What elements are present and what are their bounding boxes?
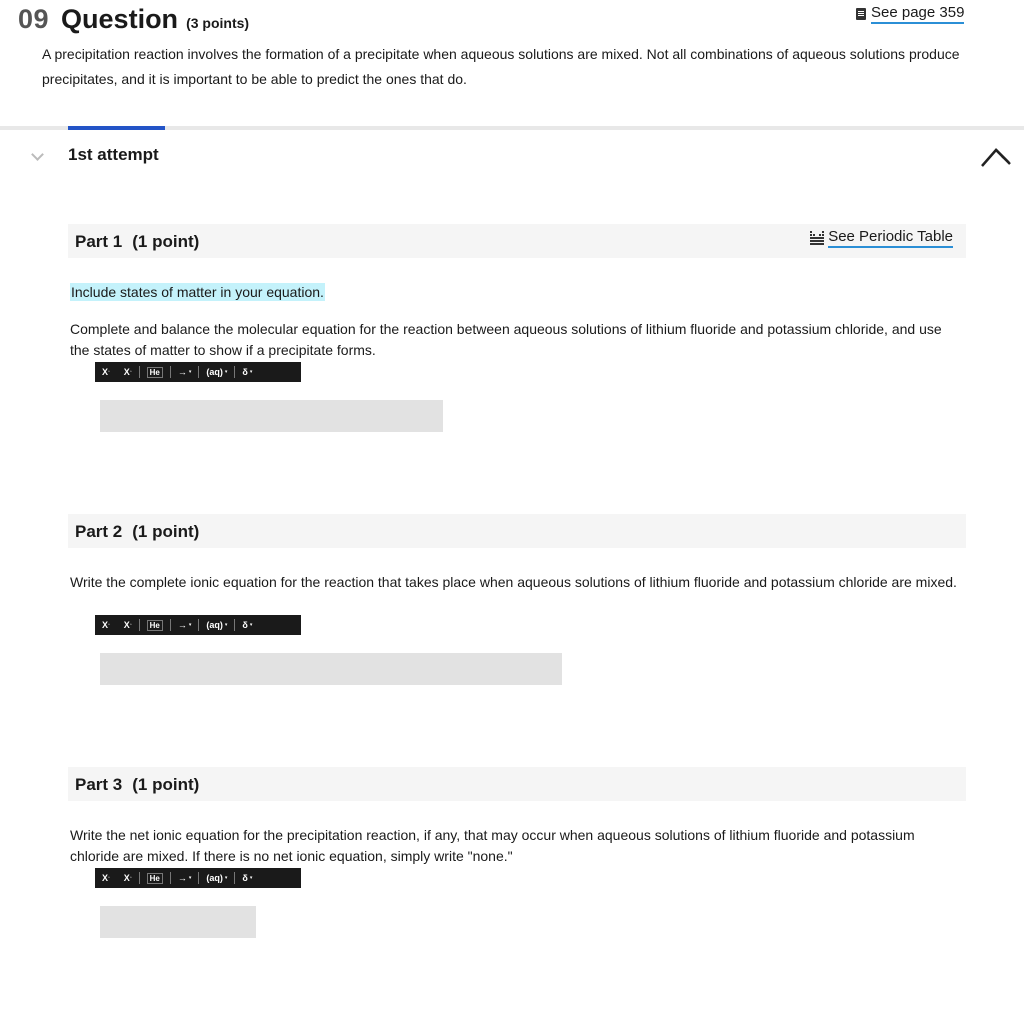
attempt-label: 1st attempt bbox=[68, 145, 159, 164]
delta-button[interactable]: δ ▾ bbox=[242, 620, 253, 630]
part-2-header bbox=[68, 514, 966, 548]
state-of-matter-button[interactable]: (aq) ▾ bbox=[206, 367, 228, 377]
superscript-button[interactable]: X ▫ bbox=[102, 367, 110, 377]
part-1-title bbox=[75, 232, 199, 252]
part-3-header bbox=[68, 767, 966, 801]
question-points: (3 points) bbox=[186, 15, 250, 31]
part-3-title bbox=[75, 775, 199, 795]
reaction-arrow-button[interactable]: → ▾ bbox=[177, 367, 192, 377]
element-button[interactable]: He bbox=[140, 362, 170, 382]
part-3-equation-toolbar bbox=[95, 868, 301, 888]
part-3-points: (1 point) bbox=[132, 775, 200, 794]
part-1-label: Part 1 bbox=[75, 232, 123, 251]
part-2-points: (1 point) bbox=[132, 522, 200, 541]
part-1-points: (1 point) bbox=[132, 232, 200, 251]
delta-button[interactable]: δ ▾ bbox=[242, 873, 253, 883]
part-1-equation-toolbar bbox=[95, 362, 301, 382]
subscript-button[interactable]: X ▫ bbox=[123, 367, 132, 377]
attempt-tab-active-indicator[interactable] bbox=[68, 126, 165, 130]
question-number: 09 bbox=[18, 4, 50, 34]
states-of-matter-hint: Include states of matter in your equation. bbox=[71, 284, 324, 300]
reaction-arrow-button[interactable]: → ▾ bbox=[177, 873, 192, 883]
part-1-answer-input[interactable] bbox=[100, 400, 443, 432]
delta-button[interactable]: δ ▾ bbox=[242, 367, 253, 377]
question-intro: A precipitation reaction involves the formation of a precipitate when aqueous solutions are mixed. Not all combinations of aqueous solutions produce precipitates, and it is important to be able to predict the ones that do. bbox=[42, 46, 960, 87]
periodic-table-link[interactable] bbox=[810, 228, 953, 248]
part-2-label: Part 2 bbox=[75, 522, 123, 541]
part-3-answer-input[interactable] bbox=[100, 906, 256, 938]
part-1-header bbox=[68, 224, 966, 258]
chevron-down-icon[interactable] bbox=[31, 148, 44, 161]
superscript-button[interactable]: X ▫ bbox=[102, 620, 110, 630]
state-of-matter-button[interactable]: (aq) ▾ bbox=[206, 620, 228, 630]
see-page-link[interactable] bbox=[856, 4, 964, 24]
collapse-arrow-icon[interactable] bbox=[980, 142, 1012, 170]
element-button[interactable]: He bbox=[140, 868, 170, 888]
part-2-title bbox=[75, 522, 199, 542]
periodic-table-label[interactable]: See Periodic Table bbox=[828, 228, 953, 248]
attempt-row bbox=[0, 142, 1024, 170]
subscript-button[interactable]: X ▫ bbox=[123, 873, 132, 883]
reaction-arrow-button[interactable]: → ▾ bbox=[177, 620, 192, 630]
element-button[interactable]: He bbox=[140, 615, 170, 635]
part-2-equation-toolbar bbox=[95, 615, 301, 635]
question-header bbox=[18, 4, 249, 35]
part-1-prompt: Complete and balance the molecular equation for the reaction between aqueous solutions of lithium fluoride and potassium chloride, and use the states of matter to show if a precipitate forms. bbox=[70, 321, 942, 358]
book-icon bbox=[856, 8, 866, 20]
question-title: Question bbox=[61, 4, 179, 34]
state-of-matter-button[interactable]: (aq) ▾ bbox=[206, 873, 228, 883]
part-3-label: Part 3 bbox=[75, 775, 123, 794]
see-page-label[interactable]: See page 359 bbox=[871, 4, 964, 24]
subscript-button[interactable]: X ▫ bbox=[123, 620, 132, 630]
part-3-prompt: Write the net ionic equation for the precipitation reaction, if any, that may occur when aqueous solutions of lithium fluoride and potassium chloride are mixed. If there is no net ionic equation, simply write "none." bbox=[70, 827, 915, 864]
periodic-table-icon bbox=[810, 231, 824, 245]
part-2-answer-input[interactable] bbox=[100, 653, 562, 685]
superscript-button[interactable]: X ▫ bbox=[102, 873, 110, 883]
part-2-prompt: Write the complete ionic equation for the reaction that takes place when aqueous solutions of lithium fluoride and potassium chloride are mixed. bbox=[70, 574, 957, 590]
